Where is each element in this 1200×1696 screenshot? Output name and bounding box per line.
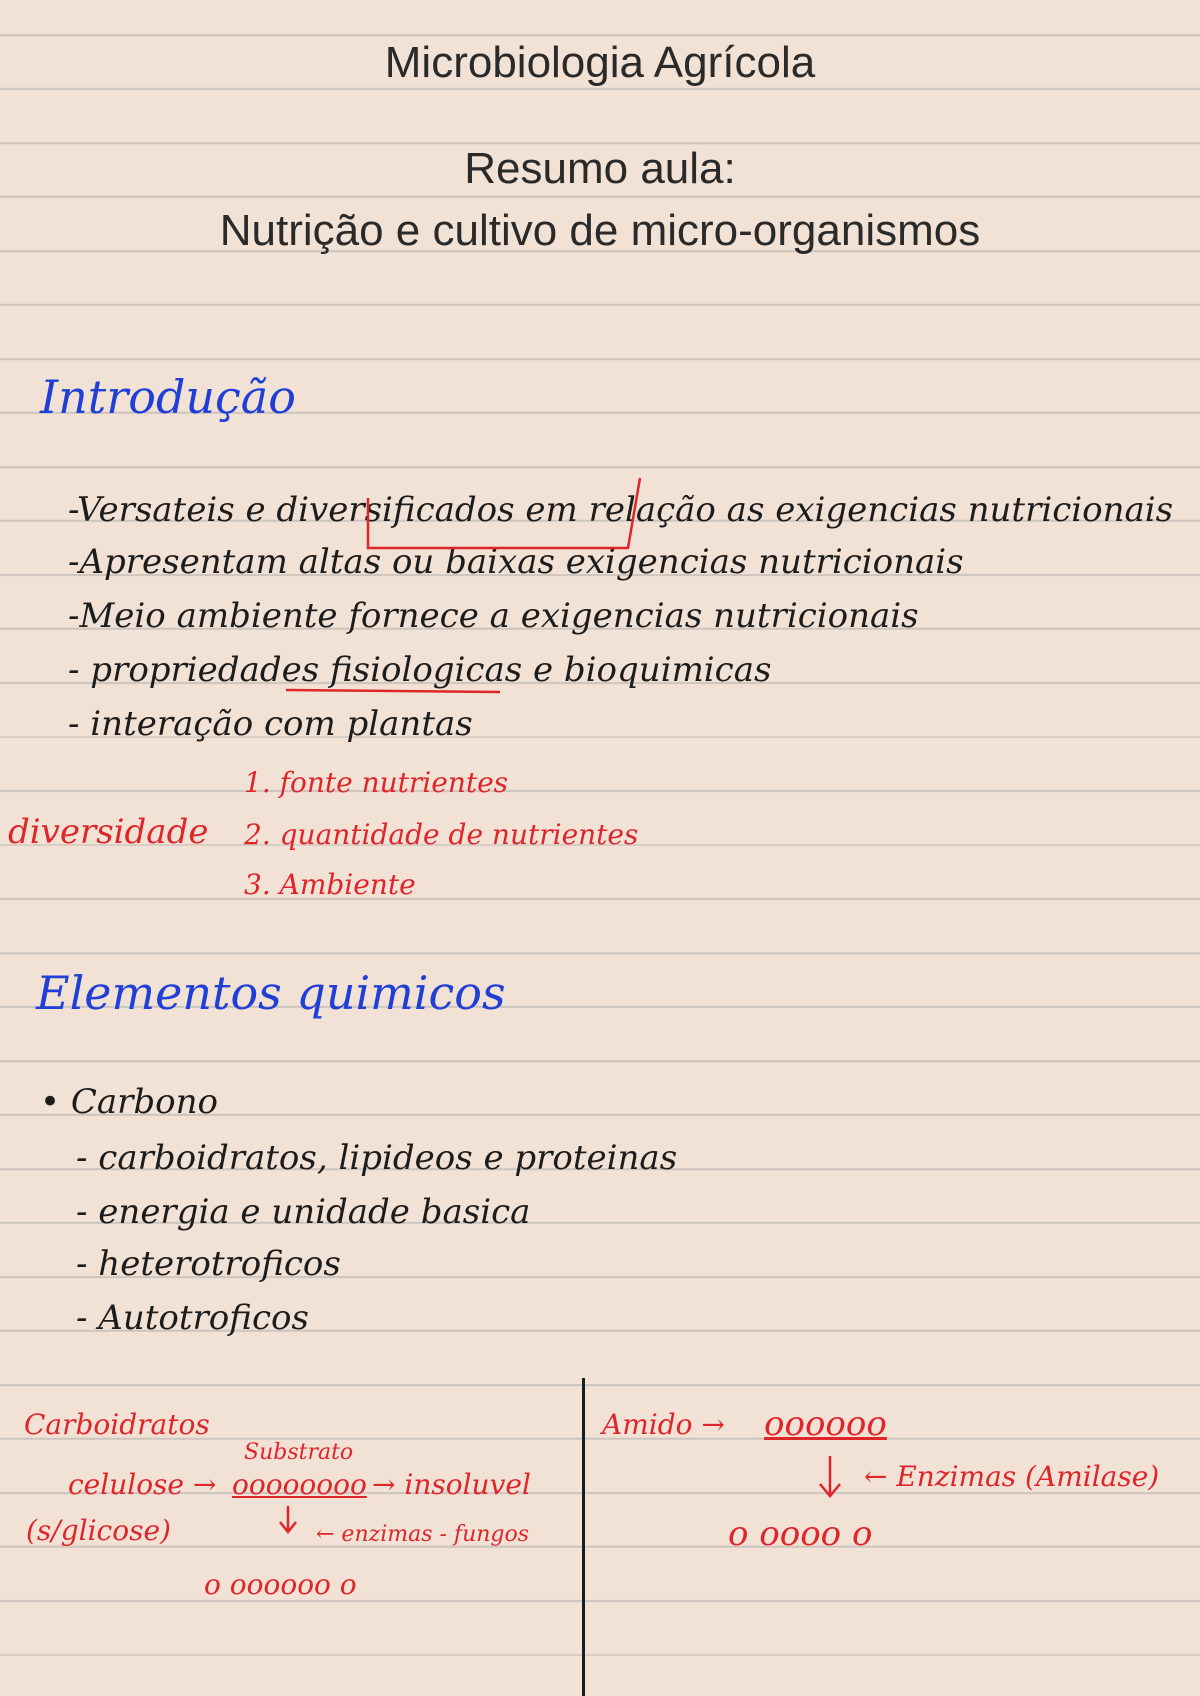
diversity-item-2: 2. quantidade de nutrientes	[244, 818, 639, 851]
diversity-item-3: 3. Ambiente	[244, 868, 416, 901]
intro-item-1: -Versateis e diversificados em relação as exigencias nutricionais	[68, 490, 1174, 530]
intro-item-3: -Meio ambiente fornece a exigencias nutricionais	[68, 596, 919, 636]
cellulose-label: celulose →	[68, 1468, 217, 1501]
cellulose-products: o oooooo o	[204, 1568, 357, 1601]
carbs-heading: Carboidratos	[24, 1408, 210, 1441]
red-bracket-mark	[368, 478, 640, 548]
carbon-label: Carbono	[70, 1082, 219, 1122]
carbon-item-1: - carboidratos, lipideos e proteinas	[76, 1138, 678, 1178]
intro-heading: Introdução	[40, 370, 296, 424]
carbon-item-4: - Autotroficos	[76, 1298, 309, 1338]
carbon-item-2: - energia e unidade basica	[76, 1192, 531, 1232]
diversity-label: diversidade	[8, 812, 209, 852]
insoluble-label: → insoluvel	[372, 1468, 531, 1501]
intro-item-5: - interação com plantas	[68, 704, 473, 744]
starch-chain: oooooo	[764, 1404, 887, 1444]
cellulose-enzymes: ← enzimas - fungos	[316, 1522, 530, 1547]
course-title: Microbiologia Agrícola	[384, 38, 816, 87]
cellulose-note: (s/glicose)	[26, 1514, 171, 1547]
substrate-label: Substrato	[244, 1440, 354, 1465]
starch-label: Amido →	[602, 1408, 725, 1441]
arrow-down-mark	[280, 1506, 296, 1532]
carbon-bullet: • Carbono	[40, 1082, 219, 1122]
intro-item-2: -Apresentam altas ou baixas exigencias nutricionais	[68, 542, 964, 582]
arrow-down-mark-starch	[820, 1456, 840, 1496]
lesson-topic: Nutrição e cultivo de micro-organismos	[219, 206, 981, 255]
intro-item-4: - propriedades fisiologicas e bioquimicas	[68, 650, 772, 690]
cellulose-chain: oooooooo	[232, 1468, 367, 1501]
summary-label: Resumo aula:	[464, 144, 736, 193]
carbon-item-3: - heterotroficos	[76, 1244, 341, 1284]
red-underline-mark	[286, 690, 500, 692]
starch-products: o oooo o	[728, 1514, 873, 1554]
diversity-item-1: 1. fonte nutrientes	[244, 766, 509, 799]
starch-enzymes: ← Enzimas (Amilase)	[864, 1460, 1160, 1493]
elements-heading: Elementos quimicos	[36, 966, 506, 1020]
